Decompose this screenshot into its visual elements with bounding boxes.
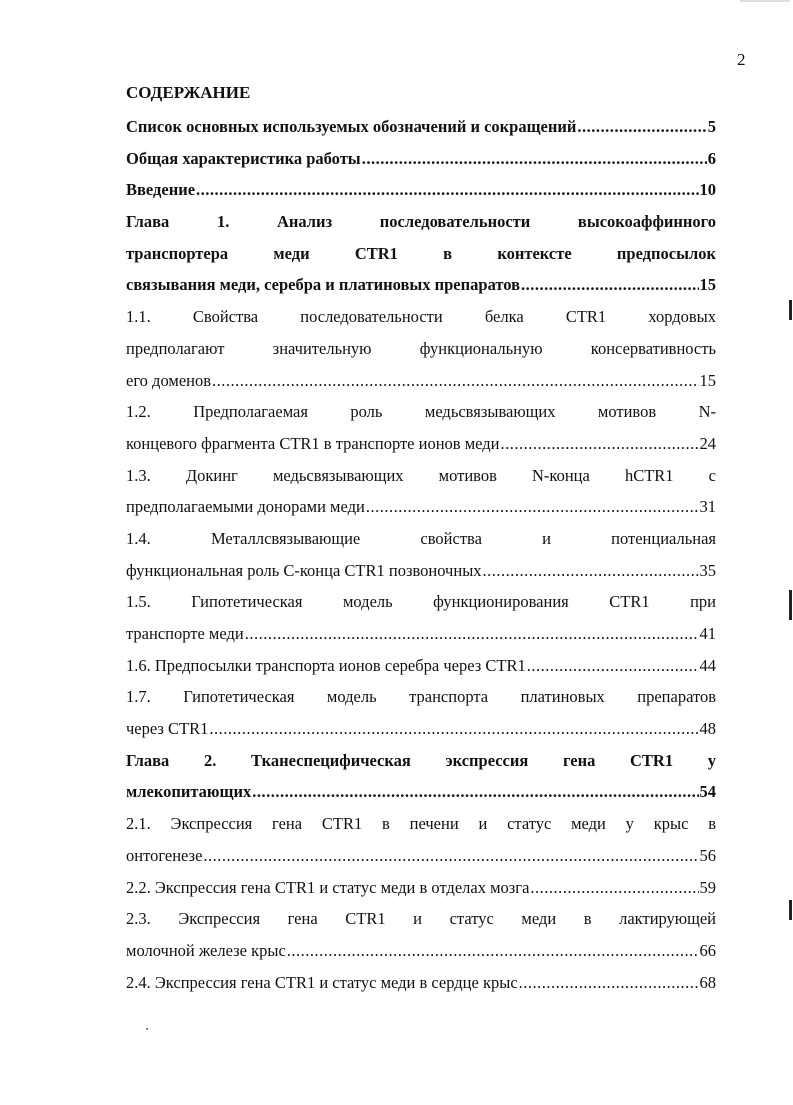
toc-page-number: 59: [699, 877, 716, 897]
toc-entry[interactable]: [126, 808, 716, 871]
toc-entry-title: 2.4. Экспрессия гена CTR1 и статус меди в сердце крыс: [126, 972, 518, 992]
toc-entry-line: 1.7. Гипотетическая модель транспорта платиновых препаратов: [126, 687, 716, 707]
toc-page-number: 5: [707, 117, 716, 136]
toc-entry-title: его доменов: [126, 370, 212, 390]
scan-speck: [146, 1028, 148, 1030]
toc-page-number: 54: [699, 782, 716, 802]
toc-entry-title: через CTR1: [126, 719, 209, 739]
toc-leader-dots: [577, 111, 706, 143]
toc-page-number: 44: [699, 655, 716, 675]
toc-page-number: 68: [699, 972, 716, 992]
toc-page-number: 66: [699, 940, 716, 960]
scan-edge-mark: [789, 590, 792, 620]
toc-entry-line: предполагают значительную функциональную консервативность: [126, 338, 716, 358]
toc-entry-line: 2.1. Экспрессия гена CTR1 в печени и статус меди у крыс в: [126, 814, 716, 834]
toc-leader-dots: [203, 840, 698, 872]
toc-entry-line: 1.5. Гипотетическая модель функционирования CTR1 при: [126, 592, 716, 612]
toc-leader-dots: [212, 365, 698, 397]
toc-entry-line: 2.3. Экспрессия гена CTR1 и статус меди в лактирующей: [126, 909, 716, 929]
toc-entry[interactable]: [126, 650, 716, 682]
top-edge-mark: [740, 0, 790, 2]
toc-leader-dots: [500, 428, 698, 460]
toc-leader-dots: [483, 555, 699, 587]
toc-leader-dots: [209, 713, 698, 745]
toc-entry-title: Введение: [126, 180, 196, 200]
toc-leader-dots: [245, 618, 699, 650]
toc-leader-dots: [527, 650, 699, 682]
toc-entry-title: функциональная роль C-конца CTR1 позвоночных: [126, 560, 482, 580]
toc-entry-line: Глава 2. Тканеспецифическая экспрессия гена CTR1 у: [126, 750, 716, 770]
toc-entry[interactable]: [126, 111, 716, 143]
toc-entry[interactable]: [126, 903, 716, 966]
toc-page-number: 41: [699, 624, 716, 643]
toc-entry-title: млекопитающих: [126, 782, 252, 802]
toc-entry-title: предполагаемыми донорами меди: [126, 497, 365, 517]
toc-entry-title: концевого фрагмента CTR1 в транспорте ионов меди: [126, 433, 500, 453]
toc-leader-dots: [252, 776, 698, 808]
scan-edge-mark: [789, 900, 792, 920]
toc-entry-title: транспорте меди: [126, 624, 244, 643]
toc-entry[interactable]: [126, 174, 716, 206]
toc-leader-dots: [196, 174, 698, 206]
toc-entry-title: Общая характеристика работы: [126, 148, 361, 168]
toc-entry[interactable]: [126, 206, 716, 301]
table-of-contents: [126, 111, 716, 998]
toc-entry-line: 1.4. Металлсвязывающие свойства и потенциальная: [126, 528, 716, 548]
toc-entry-title: 1.6. Предпосылки транспорта ионов серебра через CTR1: [126, 655, 526, 675]
toc-page-number: 24: [699, 433, 716, 453]
toc-leader-dots: [530, 872, 698, 904]
toc-leader-dots: [366, 491, 699, 523]
toc-entry-line: транспортера меди CTR1 в контексте предпосылок: [126, 243, 716, 263]
toc-entry[interactable]: [126, 460, 716, 523]
toc-leader-dots: [362, 143, 707, 175]
toc-page-number: 15: [699, 370, 716, 390]
toc-entry[interactable]: [126, 396, 716, 459]
toc-entry-line: Глава 1. Анализ последовательности высокоаффинного: [126, 212, 716, 232]
toc-entry-line: 1.3. Докинг медьсвязывающих мотивов N-конца hCTR1 с: [126, 465, 716, 485]
scan-edge-mark: [789, 300, 792, 320]
toc-entry-line: 1.2. Предполагаемая роль медьсвязывающих мотивов N-: [126, 402, 716, 422]
toc-page-number: 15: [699, 275, 716, 295]
toc-entry-title: онтогенезе: [126, 845, 203, 865]
toc-entry[interactable]: [126, 586, 716, 649]
toc-entry[interactable]: [126, 301, 716, 396]
toc-page-number: 6: [707, 148, 716, 168]
page-title: СОДЕРЖАНИЕ: [126, 83, 251, 102]
toc-entry-title: Список основных используемых обозначений и сокращений: [126, 117, 577, 136]
toc-page-number: 35: [699, 560, 716, 580]
toc-page-number: 31: [699, 497, 716, 517]
toc-entry[interactable]: [126, 681, 716, 744]
toc-page-number: 56: [699, 845, 716, 865]
page-number: 2: [737, 50, 746, 69]
toc-entry[interactable]: [126, 143, 716, 175]
toc-entry[interactable]: [126, 523, 716, 586]
toc-entry-title: связывания меди, серебра и платиновых препаратов: [126, 275, 521, 295]
toc-leader-dots: [521, 269, 698, 301]
toc-entry-title: 2.2. Экспрессия гена CTR1 и статус меди в отделах мозга: [126, 877, 530, 897]
toc-entry-line: 1.1. Свойства последовательности белка CTR1 хордовых: [126, 307, 716, 327]
toc-leader-dots: [519, 967, 699, 999]
toc-leader-dots: [287, 935, 699, 967]
toc-entry[interactable]: [126, 872, 716, 904]
toc-entry-title: молочной железе крыс: [126, 940, 286, 960]
toc-entry[interactable]: [126, 967, 716, 999]
toc-page-number: 10: [699, 180, 716, 200]
toc-page-number: 48: [699, 719, 716, 739]
toc-entry[interactable]: [126, 745, 716, 808]
